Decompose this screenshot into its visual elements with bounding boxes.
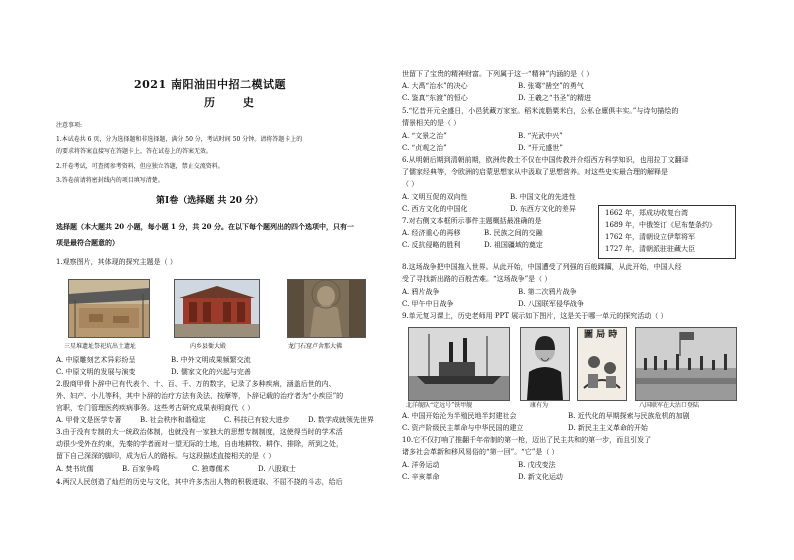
option: B. 张骞“凿空”的勇气 [518, 82, 584, 90]
option: D. 东西方文化的差异 [510, 205, 576, 213]
option: D. 新民主主义革命的开始 [568, 424, 648, 432]
option: A. 鸦片战争 [402, 288, 440, 296]
question-5-line: 5.“忆昔开元全盛日，小邑犹藏万家室。稻米流脂粟米白，公私仓廪俱丰实。”与诗句描绘的 [402, 107, 679, 115]
option: D. 儒家文化的兴起与完善 [171, 368, 251, 376]
question-10-line: 诸多社会革新和移风易俗的“第一回”。“它”是（ ） [402, 448, 559, 456]
option: D. 八股取士 [258, 465, 296, 473]
notice-line: 1.本试卷共 6 页，分为选择题和非选择题，满分 50 分，考试时间 50 分钟。请将答题卡上的 [56, 136, 303, 143]
option: D. 八国联军侵华战争 [518, 300, 584, 308]
option: A. 洋务运动 [402, 461, 440, 469]
option: B. “光武中兴” [518, 132, 563, 140]
question-3-line: 动很少受外在约束，先秦的学者面对一望无际的土地，自由地耕牧、耕作、排除，所到之处， [56, 440, 343, 448]
option: C. 甲午中日战争 [402, 300, 454, 308]
question-1-stem: 1.观察图片，其体现的探究主题是（ ） [56, 258, 177, 266]
notice-line: 2.开卷考试，可查阅参考资料，但应独立答题，禁止交流资料。 [56, 163, 224, 170]
exam-title: 2021 南阳油田中招二模试题 [134, 78, 286, 91]
neixiang-yamen-photo [174, 279, 260, 338]
timeline-entry: 1727 年，清朝派驻驻藏大臣 [605, 245, 696, 253]
sanxingdui-illustration [69, 280, 149, 337]
option: A. 中原雕刻艺术异彩纷呈 [56, 356, 136, 364]
sanxingdui-photo [68, 279, 150, 338]
option: B. 近代化的早期探索与民族危机的加剧 [568, 412, 690, 420]
timeline-entry: 1689 年，中俄签订《尼布楚条约》 [605, 221, 717, 229]
poster-title: 圖 局 時 [584, 330, 618, 340]
option: D. 王羲之“书圣”的精进 [518, 94, 591, 102]
image-caption: 内乡县衙大殿 [190, 343, 227, 350]
option: D. 新文化运动 [518, 473, 563, 481]
option: C. 独尊儒术 [192, 465, 230, 473]
longmen-buddha-photo [287, 279, 366, 338]
ironclad-ship-illustration [409, 328, 509, 400]
option: A. 大禹“治水”的决心 [402, 82, 468, 90]
image-caption: 康有为 [530, 402, 549, 409]
buddha-illustration [288, 280, 365, 337]
option: D. “开元盛世” [518, 144, 563, 152]
option: D. 数学成就领先世界 [308, 416, 374, 424]
question-4-line: 世留下了宝贵的精神财富。下列属于这一“精神”内涵的是（ ） [402, 70, 594, 78]
section-intro: 项是最符合题意的） [56, 238, 119, 247]
option: C. 辛亥革命 [402, 473, 440, 481]
option: B. 第二次鸦片战争 [518, 288, 577, 296]
landing-illustration [636, 328, 736, 400]
section-title: 第Ⅰ卷（选择题 共 20 分） [156, 196, 264, 206]
question-9-stem: 9.单元复习课上，历史老师用 PPT 展示如下图片，这是关于哪一单元的探究活动（ ） [402, 312, 668, 320]
question-3-line: 留下自己深深的脚印，成为后人的路标。与这段描述直接相关的是（ ） [56, 452, 276, 460]
option: A. “文景之治” [402, 132, 447, 140]
option: B. 社会秩序和谐稳定 [140, 416, 206, 424]
question-6-line: 了儒家经典等，令欧洲的启蒙思想家从中汲取了思想营养。对这些史实最合理的解释是 [402, 168, 668, 176]
question-10-line: 10.它不仅打响了推翻千年帝制的第一枪，迈出了民主共和的第一步，而且引发了 [402, 436, 652, 444]
option: A. 中国开始沦为半殖民地半封建社会 [402, 412, 517, 420]
option: B. 中外文明成果频繁交流 [171, 356, 251, 364]
question-6-line: （ ） [402, 180, 419, 188]
option: D. 祖国疆域的奠定 [484, 241, 543, 249]
section-intro: 选择题（本大题共 20 小题，每小题 1 分，共 20 分。在以下每个题列出的四个选项中，只有一 [56, 222, 354, 231]
option: B. 民族之间的交融 [484, 229, 543, 237]
portrait-illustration [521, 328, 569, 400]
timeline-box [598, 205, 736, 259]
shiju-tu-poster [577, 327, 627, 401]
question-4-line: 4.两汉人民创造了灿烂的历史与文化，其中许多杰出人物的积极进取、不屈不挠的斗志，给后 [56, 478, 343, 486]
option: B. 百家争鸣 [122, 465, 160, 473]
image-caption: 三星堆遗址祭祀坑出土遗址 [64, 343, 137, 350]
option: A. 甲骨文是医学专著 [56, 416, 122, 424]
question-2-line: 外、妇产、小儿等科，其中卜辞的治疗方法有灸法、按摩等，卜辞记载的治疗者为“小疾臣”的 [56, 392, 344, 400]
option: C. “贞观之治” [402, 144, 447, 152]
option: A. 文明互促的双向性 [402, 193, 468, 201]
question-2-line: 官职，专门管理医药疾病事务。这些考古研究成果表明商代（ ） [56, 404, 255, 412]
option: B. 中国文化的先进性 [510, 193, 576, 201]
question-2-line: 2.殷商甲骨卜辞中已有代表个、十、百、千、万的数字，记录了多种疾病，涵盖后世的内、 [56, 380, 336, 388]
yamen-hall-illustration [175, 280, 259, 337]
exam-subject: 历 史 [204, 96, 266, 109]
dingyuan-ship-photo [408, 327, 510, 401]
option: C. 西方文化的中国化 [402, 205, 468, 213]
option: B. 戊戌变法 [518, 461, 556, 469]
option: C. 中原文明的发展与演变 [56, 368, 136, 376]
option: A. 经济重心的再移 [402, 229, 461, 237]
question-5-line: 情景相关的是（ ） [402, 119, 461, 127]
option: C. 科技已有较大进步 [224, 416, 290, 424]
right-column [402, 0, 740, 560]
question-8-line: 受了寻找新出路的百般苦难。“这场战争”是（ ） [402, 275, 552, 283]
timeline-entry: 1762 年，清朝设立伊犁将军 [605, 233, 696, 241]
option: C. 鉴真“东渡”的恒心 [402, 94, 468, 102]
question-8-line: 8.这场战争把中国拖入世界。从此开始，中国遭受了列强的百般蹂躏，从此开始，中国人经 [402, 263, 682, 271]
left-column [56, 0, 394, 560]
question-3-line: 3.由于没有专制的大一统政治体制，也就没有一家独大的思想专制制度，这使得当时的学术活 [56, 428, 343, 436]
image-caption: 龙门石窟卢舍那大佛 [288, 343, 343, 350]
option: C. 资产阶级民主革命与中华民国的建立 [402, 424, 524, 432]
notice-line: 的要求将答案直接写在答题卡上，答在试卷上的答案无效。 [56, 148, 213, 155]
question-6-line: 6.从明朝后期到清朝前期，欧洲传教士不仅在中国传教并介绍西方科学知识，也用拉丁文翻译 [402, 156, 689, 164]
kang-youwei-portrait [520, 327, 570, 401]
image-caption: 八国联军在大沽口登陆 [639, 402, 700, 409]
notice-label: 注意事项: [56, 122, 83, 129]
option: A. 焚书坑儒 [56, 465, 94, 473]
eight-nation-landing-photo [635, 327, 737, 401]
timeline-entry: 1662 年，郑成功收复台湾 [605, 209, 689, 217]
question-7-stem: 7.对右侧文本框所示事件主题概括最准确的是 [402, 217, 542, 225]
option: C. 反抗侵略的胜利 [402, 241, 461, 249]
image-caption: 北洋舰队“定远号”铁甲舰 [406, 402, 473, 409]
notice-line: 3.答卷前请将密封线内的项目填写清楚。 [56, 177, 164, 184]
